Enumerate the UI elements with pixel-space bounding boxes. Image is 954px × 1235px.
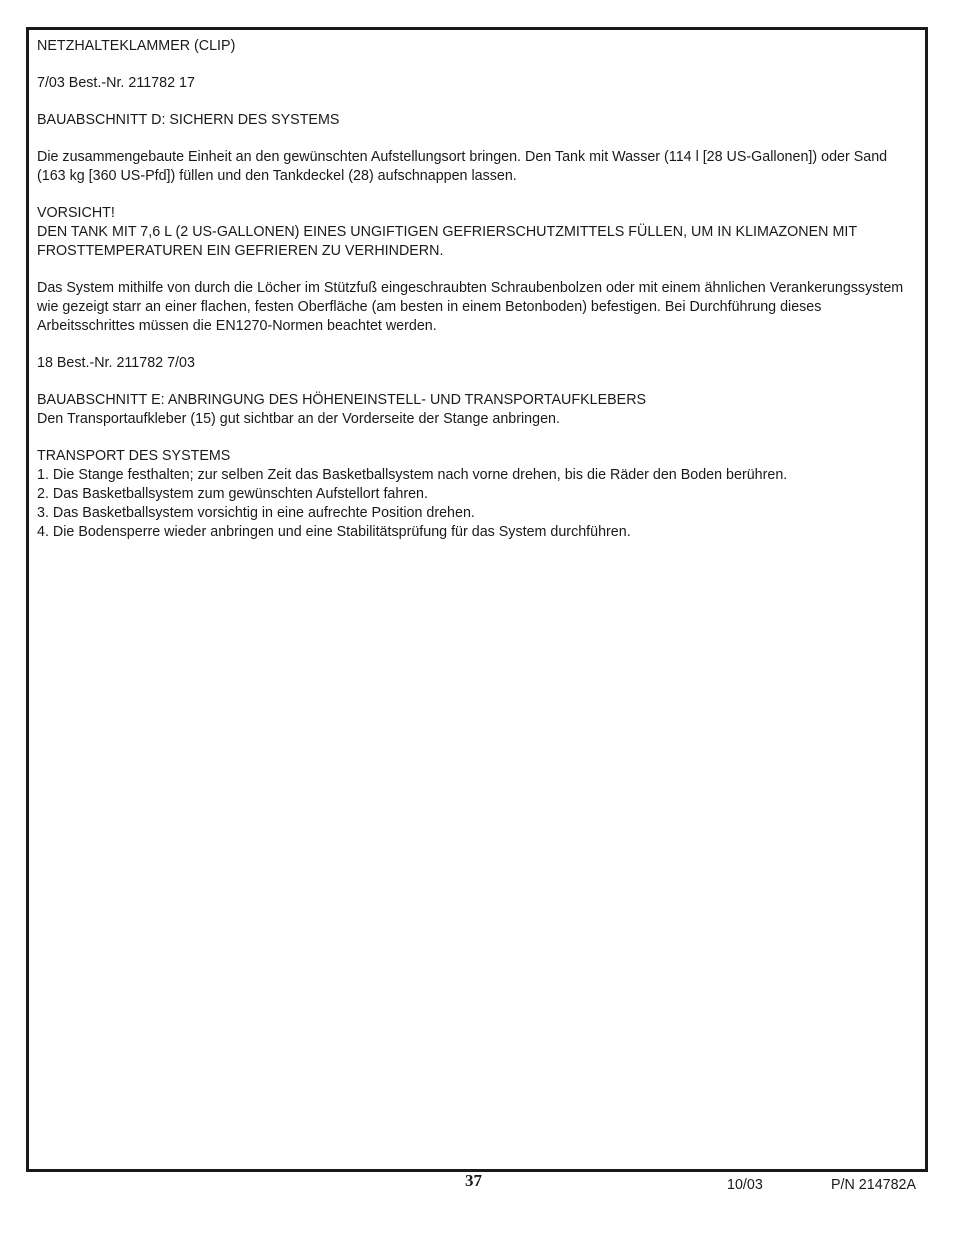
page-number: 37 xyxy=(465,1171,482,1190)
section-d-body: Die zusammengebaute Einheit an den gewünschten Aufstellungsort bringen. Den Tank mit Wasser (114 l [28 US-Gallonen]) oder Sand (163 kg [360 US-Pfd]) füllen und den Tankdeckel (28) aufschnappen lassen. xyxy=(37,149,888,184)
anchoring-text: Das System mithilfe von durch die Löcher im Stützfuß eingeschraubten Schraubenbolzen oder mit einem ähnlichen Verankerungssystem wie gezeigt starr an einer flachen, festen Oberfläche (am besten in einem Betonboden) befestigen. Bei Durchführung dieses Arbeitsschrittes müssen die EN1270-Normen beachtet werden. xyxy=(37,280,904,334)
transport-step: 3. Das Basketballsystem vorsichtig in eine aufrechte Position drehen. xyxy=(37,505,475,521)
section-e-block xyxy=(37,391,913,429)
transport-step: 4. Die Bodensperre wieder anbringen und eine Stabilitätsprüfung für das System durchführen. xyxy=(37,524,631,540)
reference-top: 7/03 Best.-Nr. 211782 17 xyxy=(37,75,195,91)
heading-clip: NETZHALTEKLAMMER (CLIP) xyxy=(37,38,236,54)
section-d-title: BAUABSCHNITT D: SICHERN DES SYSTEMS xyxy=(37,112,340,128)
caution-text: DEN TANK MIT 7,6 L (2 US-GALLONEN) EINES UNGIFTIGEN GEFRIERSCHUTZMITTELS FÜLLEN, UM IN KLIMAZONEN MIT FROSTTEMPERATUREN EIN GEFRIEREN ZU VERHINDERN. xyxy=(37,224,857,259)
transport-step: 2. Das Basketballsystem zum gewünschten Aufstellort fahren. xyxy=(37,486,428,502)
footer-date: 10/03 xyxy=(727,1177,763,1193)
section-e-title: BAUABSCHNITT E: ANBRINGUNG DES HÖHENEINSTELL- UND TRANSPORTAUFKLEBERS xyxy=(37,392,647,408)
footer-part-number: P/N 214782A xyxy=(831,1177,917,1193)
page-frame xyxy=(26,27,928,1172)
section-e-body: Den Transportaufkleber (15) gut sichtbar an der Vorderseite der Stange anbringen. xyxy=(37,411,560,427)
transport-step: 1. Die Stange festhalten; zur selben Zeit das Basketballsystem nach vorne drehen, bis die Räder den Boden berühren. xyxy=(37,467,788,483)
caution-label: VORSICHT! xyxy=(37,205,115,221)
transport-title: TRANSPORT DES SYSTEMS xyxy=(37,448,231,464)
transport-block xyxy=(37,447,913,542)
caution-block xyxy=(37,204,913,261)
page-content xyxy=(37,37,913,542)
reference-mid: 18 Best.-Nr. 211782 7/03 xyxy=(37,355,195,371)
